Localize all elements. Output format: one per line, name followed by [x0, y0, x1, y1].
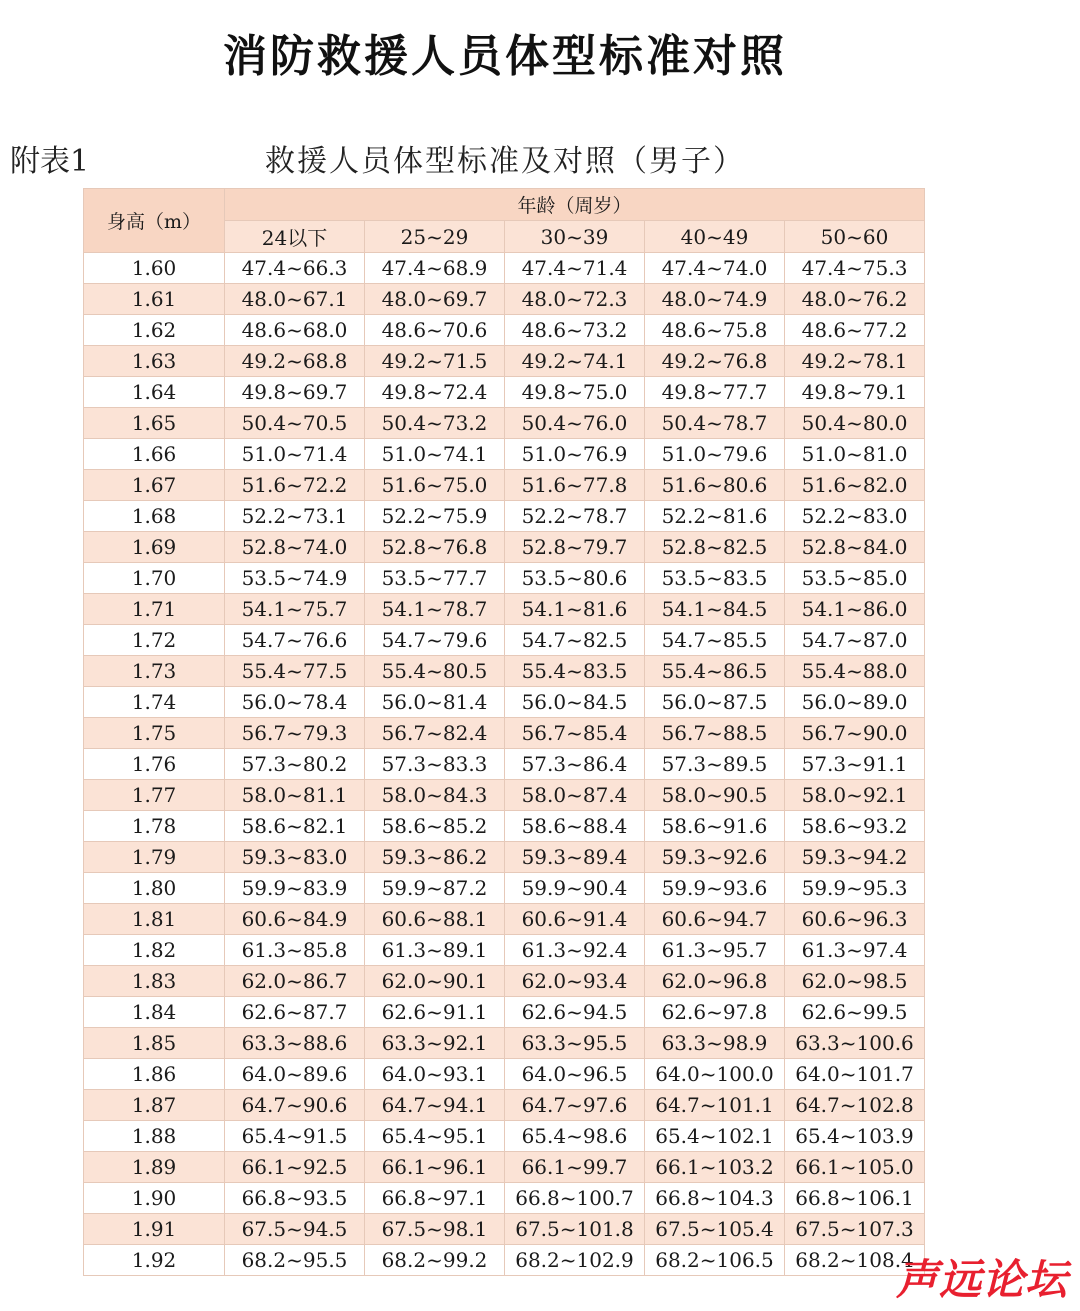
table-row	[84, 687, 925, 718]
weight-range-cell: 49.2~74.1	[505, 346, 645, 377]
weight-range-cell: 54.7~87.0	[785, 625, 925, 656]
weight-range-cell: 54.1~78.7	[365, 594, 505, 625]
weight-range-cell: 56.0~84.5	[505, 687, 645, 718]
weight-range-cell: 62.0~90.1	[365, 966, 505, 997]
weight-range-cell: 65.4~103.9	[785, 1121, 925, 1152]
weight-range-cell: 56.7~90.0	[785, 718, 925, 749]
weight-range-cell: 62.6~94.5	[505, 997, 645, 1028]
weight-range-cell: 67.5~105.4	[645, 1214, 785, 1245]
height-cell: 1.72	[84, 625, 225, 656]
weight-range-cell: 54.1~86.0	[785, 594, 925, 625]
height-cell: 1.60	[84, 253, 225, 284]
weight-range-cell: 60.6~91.4	[505, 904, 645, 935]
weight-range-cell: 64.0~100.0	[645, 1059, 785, 1090]
weight-range-cell: 64.7~101.1	[645, 1090, 785, 1121]
table-row	[84, 594, 925, 625]
weight-range-cell: 54.7~76.6	[225, 625, 365, 656]
weight-range-cell: 63.3~98.9	[645, 1028, 785, 1059]
weight-range-cell: 58.0~84.3	[365, 780, 505, 811]
height-cell: 1.78	[84, 811, 225, 842]
weight-range-cell: 51.6~75.0	[365, 470, 505, 501]
table-body	[84, 253, 925, 1276]
height-cell: 1.85	[84, 1028, 225, 1059]
weight-range-cell: 48.6~68.0	[225, 315, 365, 346]
table-row	[84, 873, 925, 904]
weight-range-cell: 51.0~76.9	[505, 439, 645, 470]
height-cell: 1.88	[84, 1121, 225, 1152]
weight-range-cell: 64.7~97.6	[505, 1090, 645, 1121]
height-cell: 1.65	[84, 408, 225, 439]
weight-range-cell: 51.6~80.6	[645, 470, 785, 501]
weight-range-cell: 67.5~98.1	[365, 1214, 505, 1245]
weight-range-cell: 66.1~105.0	[785, 1152, 925, 1183]
table-row	[84, 253, 925, 284]
weight-range-cell: 55.4~86.5	[645, 656, 785, 687]
table-row	[84, 1183, 925, 1214]
table-row	[84, 1152, 925, 1183]
weight-range-cell: 49.2~71.5	[365, 346, 505, 377]
weight-range-cell: 62.0~98.5	[785, 966, 925, 997]
weight-range-cell: 57.3~83.3	[365, 749, 505, 780]
weight-range-cell: 53.5~77.7	[365, 563, 505, 594]
weight-range-cell: 54.7~82.5	[505, 625, 645, 656]
weight-range-cell: 49.2~68.8	[225, 346, 365, 377]
weight-range-cell: 60.6~96.3	[785, 904, 925, 935]
age-group-column-header: 24以下	[225, 221, 365, 253]
table-row	[84, 1028, 925, 1059]
weight-range-cell: 57.3~86.4	[505, 749, 645, 780]
weight-range-cell: 49.2~76.8	[645, 346, 785, 377]
weight-range-cell: 66.8~93.5	[225, 1183, 365, 1214]
weight-range-cell: 50.4~70.5	[225, 408, 365, 439]
table-row	[84, 439, 925, 470]
weight-range-cell: 66.1~96.1	[365, 1152, 505, 1183]
weight-range-cell: 47.4~68.9	[365, 253, 505, 284]
height-cell: 1.71	[84, 594, 225, 625]
weight-range-cell: 64.0~96.5	[505, 1059, 645, 1090]
table-row	[84, 1059, 925, 1090]
height-cell: 1.90	[84, 1183, 225, 1214]
weight-range-cell: 49.8~77.7	[645, 377, 785, 408]
weight-range-cell: 59.3~89.4	[505, 842, 645, 873]
height-cell: 1.82	[84, 935, 225, 966]
weight-range-cell: 62.0~96.8	[645, 966, 785, 997]
height-cell: 1.77	[84, 780, 225, 811]
height-cell: 1.76	[84, 749, 225, 780]
weight-range-cell: 49.8~79.1	[785, 377, 925, 408]
document-title: 消防救援人员体型标准对照	[223, 31, 787, 82]
weight-range-cell: 52.8~79.7	[505, 532, 645, 563]
weight-range-cell: 65.4~91.5	[225, 1121, 365, 1152]
table-title: 救援人员体型标准及对照（男子）	[265, 144, 745, 179]
table-row	[84, 1245, 925, 1276]
weight-range-cell: 68.2~102.9	[505, 1245, 645, 1276]
weight-range-cell: 59.9~93.6	[645, 873, 785, 904]
weight-range-cell: 48.0~72.3	[505, 284, 645, 315]
weight-range-cell: 66.1~103.2	[645, 1152, 785, 1183]
weight-range-cell: 58.6~88.4	[505, 811, 645, 842]
weight-range-cell: 58.0~92.1	[785, 780, 925, 811]
weight-range-cell: 49.8~69.7	[225, 377, 365, 408]
weight-range-cell: 51.0~71.4	[225, 439, 365, 470]
table-row	[84, 1090, 925, 1121]
weight-range-cell: 53.5~83.5	[645, 563, 785, 594]
weight-range-cell: 64.7~94.1	[365, 1090, 505, 1121]
weight-range-cell: 56.7~88.5	[645, 718, 785, 749]
weight-range-cell: 64.0~89.6	[225, 1059, 365, 1090]
height-cell: 1.89	[84, 1152, 225, 1183]
weight-range-cell: 64.0~93.1	[365, 1059, 505, 1090]
height-cell: 1.81	[84, 904, 225, 935]
weight-range-cell: 57.3~91.1	[785, 749, 925, 780]
weight-range-cell: 48.6~77.2	[785, 315, 925, 346]
weight-range-cell: 51.0~81.0	[785, 439, 925, 470]
weight-range-cell: 63.3~88.6	[225, 1028, 365, 1059]
weight-range-cell: 52.8~84.0	[785, 532, 925, 563]
height-column-header: 身高（m）	[84, 189, 225, 253]
table-row	[84, 284, 925, 315]
age-group-column-header: 25~29	[365, 221, 505, 253]
table-row	[84, 997, 925, 1028]
height-cell: 1.84	[84, 997, 225, 1028]
weight-range-cell: 52.2~73.1	[225, 501, 365, 532]
table-row	[84, 966, 925, 997]
weight-range-cell: 67.5~101.8	[505, 1214, 645, 1245]
table-row	[84, 563, 925, 594]
weight-range-cell: 66.1~99.7	[505, 1152, 645, 1183]
table-row	[84, 1214, 925, 1245]
weight-range-cell: 58.0~90.5	[645, 780, 785, 811]
weight-range-cell: 59.3~92.6	[645, 842, 785, 873]
weight-range-cell: 61.3~95.7	[645, 935, 785, 966]
weight-range-cell: 49.8~72.4	[365, 377, 505, 408]
weight-range-cell: 59.9~90.4	[505, 873, 645, 904]
weight-range-cell: 63.3~95.5	[505, 1028, 645, 1059]
table-row	[84, 904, 925, 935]
weight-range-cell: 59.9~95.3	[785, 873, 925, 904]
weight-range-cell: 67.5~94.5	[225, 1214, 365, 1245]
weight-range-cell: 66.8~97.1	[365, 1183, 505, 1214]
weight-range-cell: 47.4~75.3	[785, 253, 925, 284]
table-row	[84, 780, 925, 811]
table-header	[84, 189, 925, 253]
height-cell: 1.86	[84, 1059, 225, 1090]
weight-range-cell: 55.4~88.0	[785, 656, 925, 687]
weight-range-cell: 68.2~95.5	[225, 1245, 365, 1276]
height-cell: 1.79	[84, 842, 225, 873]
weight-range-cell: 58.6~93.2	[785, 811, 925, 842]
weight-range-cell: 56.7~79.3	[225, 718, 365, 749]
age-group-column-header: 40~49	[645, 221, 785, 253]
table-row	[84, 532, 925, 563]
height-cell: 1.66	[84, 439, 225, 470]
height-cell: 1.64	[84, 377, 225, 408]
weight-range-cell: 68.2~106.5	[645, 1245, 785, 1276]
weight-range-cell: 51.6~77.8	[505, 470, 645, 501]
height-cell: 1.92	[84, 1245, 225, 1276]
weight-range-cell: 48.6~75.8	[645, 315, 785, 346]
weight-range-cell: 54.7~85.5	[645, 625, 785, 656]
weight-range-cell: 50.4~80.0	[785, 408, 925, 439]
weight-range-cell: 68.2~108.4	[785, 1245, 925, 1276]
height-cell: 1.75	[84, 718, 225, 749]
weight-range-cell: 56.7~85.4	[505, 718, 645, 749]
weight-range-cell: 62.6~91.1	[365, 997, 505, 1028]
weight-range-cell: 62.0~93.4	[505, 966, 645, 997]
weight-range-cell: 49.2~78.1	[785, 346, 925, 377]
weight-range-cell: 64.7~102.8	[785, 1090, 925, 1121]
weight-range-cell: 55.4~80.5	[365, 656, 505, 687]
table-row	[84, 470, 925, 501]
weight-range-cell: 56.7~82.4	[365, 718, 505, 749]
weight-range-cell: 58.0~87.4	[505, 780, 645, 811]
weight-range-cell: 58.6~82.1	[225, 811, 365, 842]
height-cell: 1.70	[84, 563, 225, 594]
weight-range-cell: 64.0~101.7	[785, 1059, 925, 1090]
weight-range-cell: 60.6~94.7	[645, 904, 785, 935]
weight-range-cell: 62.6~99.5	[785, 997, 925, 1028]
table-row	[84, 1121, 925, 1152]
appendix-label: 附表1	[10, 144, 90, 179]
weight-range-cell: 49.8~75.0	[505, 377, 645, 408]
table-row	[84, 315, 925, 346]
weight-range-cell: 48.0~69.7	[365, 284, 505, 315]
weight-range-cell: 66.8~104.3	[645, 1183, 785, 1214]
weight-range-cell: 59.3~83.0	[225, 842, 365, 873]
height-cell: 1.68	[84, 501, 225, 532]
weight-range-cell: 52.2~81.6	[645, 501, 785, 532]
weight-range-cell: 51.0~79.6	[645, 439, 785, 470]
table-row	[84, 346, 925, 377]
age-group-column-header: 50~60	[785, 221, 925, 253]
table-row	[84, 408, 925, 439]
weight-range-cell: 47.4~71.4	[505, 253, 645, 284]
weight-range-cell: 53.5~80.6	[505, 563, 645, 594]
weight-range-cell: 50.4~76.0	[505, 408, 645, 439]
height-cell: 1.91	[84, 1214, 225, 1245]
weight-range-cell: 51.6~72.2	[225, 470, 365, 501]
weight-range-cell: 61.3~89.1	[365, 935, 505, 966]
weight-range-cell: 52.8~74.0	[225, 532, 365, 563]
height-cell: 1.80	[84, 873, 225, 904]
weight-range-cell: 67.5~107.3	[785, 1214, 925, 1245]
weight-range-cell: 52.8~82.5	[645, 532, 785, 563]
weight-range-cell: 48.0~67.1	[225, 284, 365, 315]
weight-range-cell: 50.4~73.2	[365, 408, 505, 439]
height-cell: 1.63	[84, 346, 225, 377]
weight-range-cell: 58.6~91.6	[645, 811, 785, 842]
weight-range-cell: 58.6~85.2	[365, 811, 505, 842]
weight-range-cell: 63.3~100.6	[785, 1028, 925, 1059]
weight-range-cell: 54.7~79.6	[365, 625, 505, 656]
weight-range-cell: 61.3~92.4	[505, 935, 645, 966]
weight-range-cell: 66.8~100.7	[505, 1183, 645, 1214]
height-cell: 1.83	[84, 966, 225, 997]
weight-range-cell: 61.3~97.4	[785, 935, 925, 966]
weight-range-cell: 61.3~85.8	[225, 935, 365, 966]
age-group-header: 年龄（周岁）	[225, 189, 925, 221]
watermark-logo: 声远论坛	[895, 1255, 1068, 1304]
weight-range-cell: 65.4~102.1	[645, 1121, 785, 1152]
weight-range-cell: 52.8~76.8	[365, 532, 505, 563]
weight-range-cell: 54.1~81.6	[505, 594, 645, 625]
weight-range-cell: 52.2~78.7	[505, 501, 645, 532]
height-cell: 1.69	[84, 532, 225, 563]
table-row	[84, 625, 925, 656]
weight-range-cell: 56.0~89.0	[785, 687, 925, 718]
weight-range-cell: 51.0~74.1	[365, 439, 505, 470]
weight-range-cell: 48.6~73.2	[505, 315, 645, 346]
weight-range-cell: 56.0~81.4	[365, 687, 505, 718]
weight-range-cell: 58.0~81.1	[225, 780, 365, 811]
weight-range-cell: 60.6~88.1	[365, 904, 505, 935]
weight-range-cell: 53.5~74.9	[225, 563, 365, 594]
weight-range-cell: 55.4~83.5	[505, 656, 645, 687]
weight-range-cell: 62.6~87.7	[225, 997, 365, 1028]
weight-range-cell: 59.3~86.2	[365, 842, 505, 873]
weight-range-cell: 56.0~87.5	[645, 687, 785, 718]
height-cell: 1.62	[84, 315, 225, 346]
weight-range-cell: 48.0~76.2	[785, 284, 925, 315]
header-row-main	[84, 189, 925, 221]
weight-range-cell: 53.5~85.0	[785, 563, 925, 594]
table-row	[84, 718, 925, 749]
weight-range-cell: 52.2~83.0	[785, 501, 925, 532]
weight-range-cell: 56.0~78.4	[225, 687, 365, 718]
height-cell: 1.67	[84, 470, 225, 501]
height-cell: 1.61	[84, 284, 225, 315]
table-row	[84, 377, 925, 408]
weight-range-cell: 52.2~75.9	[365, 501, 505, 532]
weight-range-cell: 51.6~82.0	[785, 470, 925, 501]
weight-range-cell: 57.3~80.2	[225, 749, 365, 780]
table-row	[84, 811, 925, 842]
weight-range-cell: 63.3~92.1	[365, 1028, 505, 1059]
weight-range-cell: 48.0~74.9	[645, 284, 785, 315]
age-group-column-header: 30~39	[505, 221, 645, 253]
weight-range-cell: 60.6~84.9	[225, 904, 365, 935]
weight-range-cell: 62.6~97.8	[645, 997, 785, 1028]
weight-range-cell: 54.1~75.7	[225, 594, 365, 625]
table-row	[84, 842, 925, 873]
weight-range-cell: 65.4~95.1	[365, 1121, 505, 1152]
weight-range-cell: 54.1~84.5	[645, 594, 785, 625]
weight-range-cell: 55.4~77.5	[225, 656, 365, 687]
weight-range-cell: 57.3~89.5	[645, 749, 785, 780]
weight-range-cell: 47.4~74.0	[645, 253, 785, 284]
body-standard-table	[83, 188, 925, 1276]
weight-range-cell: 62.0~86.7	[225, 966, 365, 997]
height-cell: 1.87	[84, 1090, 225, 1121]
weight-range-cell: 65.4~98.6	[505, 1121, 645, 1152]
table-row	[84, 501, 925, 532]
weight-range-cell: 66.1~92.5	[225, 1152, 365, 1183]
weight-range-cell: 66.8~106.1	[785, 1183, 925, 1214]
table-row	[84, 935, 925, 966]
height-cell: 1.74	[84, 687, 225, 718]
weight-range-cell: 50.4~78.7	[645, 408, 785, 439]
weight-range-cell: 59.3~94.2	[785, 842, 925, 873]
weight-range-cell: 59.9~87.2	[365, 873, 505, 904]
weight-range-cell: 64.7~90.6	[225, 1090, 365, 1121]
weight-range-cell: 47.4~66.3	[225, 253, 365, 284]
weight-range-cell: 68.2~99.2	[365, 1245, 505, 1276]
height-cell: 1.73	[84, 656, 225, 687]
weight-range-cell: 59.9~83.9	[225, 873, 365, 904]
table-row	[84, 749, 925, 780]
table-row	[84, 656, 925, 687]
weight-range-cell: 48.6~70.6	[365, 315, 505, 346]
